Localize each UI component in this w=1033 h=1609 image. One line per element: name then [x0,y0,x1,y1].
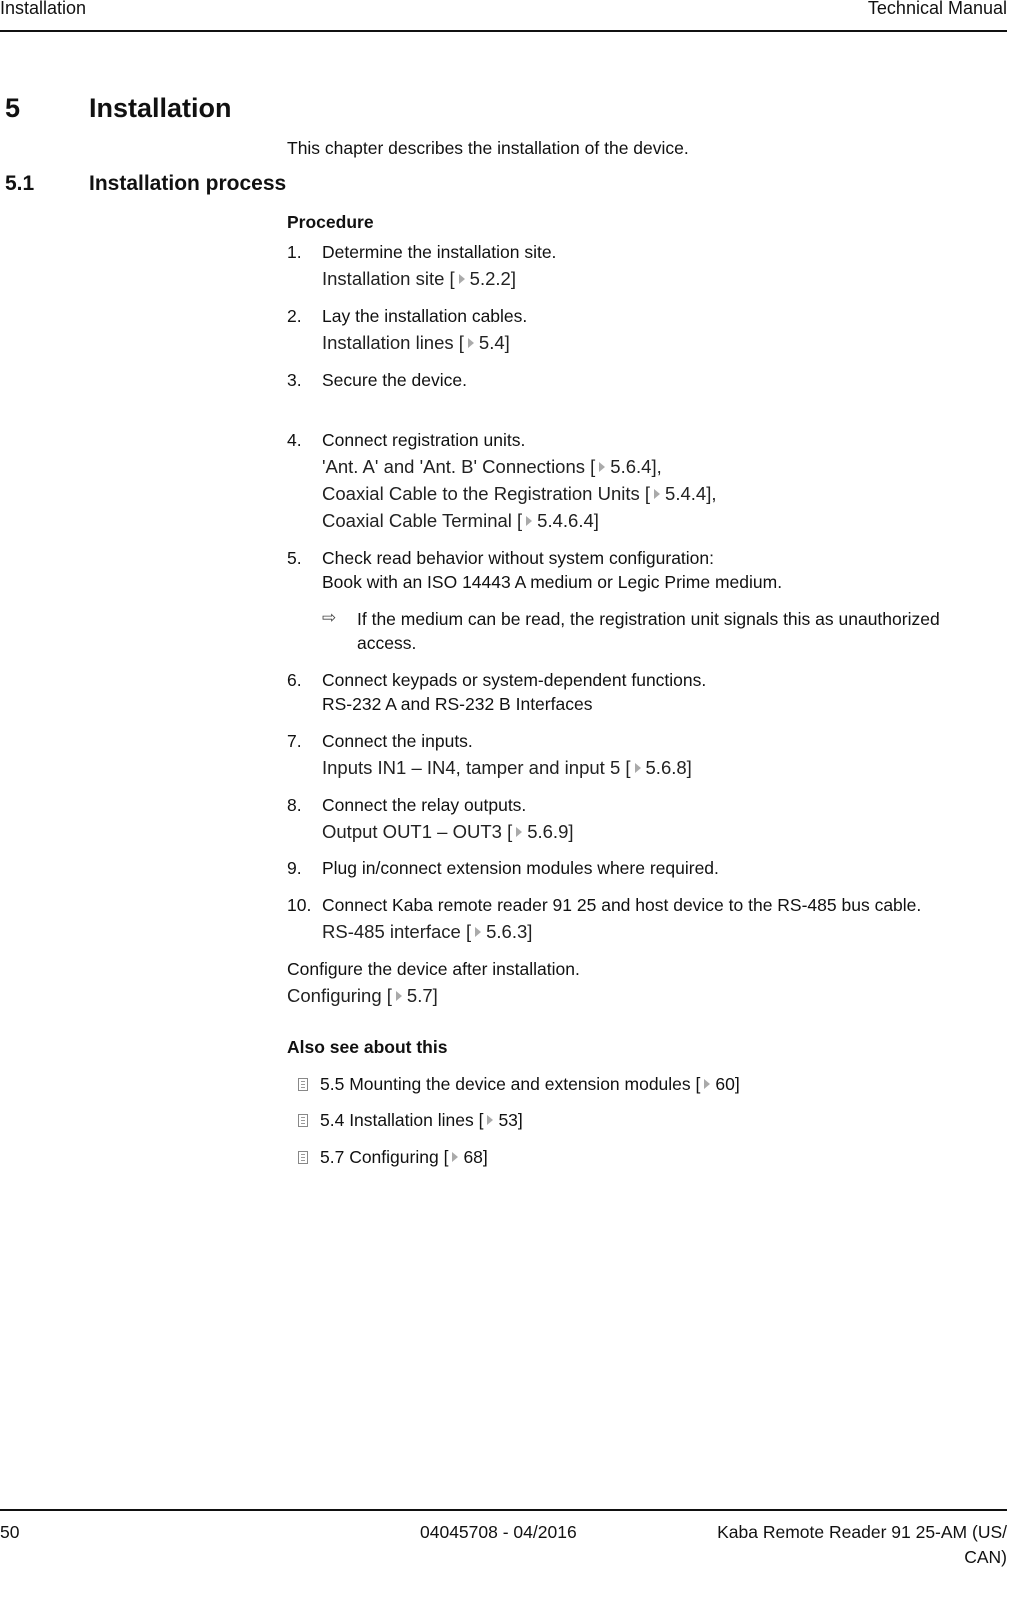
see-also-link[interactable] [298,1109,523,1131]
link-label: 5.7 Configuring [320,1147,444,1167]
cross-reference-link[interactable] [322,921,532,943]
bracket [466,921,471,942]
step-text: Check read behavior without system configuration: [322,548,715,568]
step-number: 5. [287,548,302,568]
step-text: Secure the device. [322,370,467,390]
link-label: RS-485 interface [322,921,466,942]
bracket [387,985,392,1006]
link-ref: 5.4.4 ] [665,483,711,504]
link-ref: 5.7 ] [407,985,438,1006]
step-text: Plug in/connect extension modules where required. [322,858,719,878]
link-arrow-icon [704,1079,710,1089]
link-label: Output OUT1 – OUT3 [322,821,508,842]
link-label: Configuring [287,985,387,1006]
bracket [459,332,464,353]
bracket [450,268,455,289]
link-arrow-icon [599,462,605,472]
link-arrow-icon [468,338,474,348]
page-ref: 53 ] [498,1110,522,1130]
step-number: 4. [287,430,302,450]
step-number: 2. [287,306,302,326]
step-number: 1. [287,242,302,262]
product-name-continued: CAN) [964,1547,1007,1567]
step-text: Connect the inputs. [322,731,473,751]
bracket [479,1110,484,1130]
document-icon [298,1078,308,1091]
chapter-intro: This chapter describes the installation of the device. [287,138,689,158]
link-arrow-icon [635,763,641,773]
link-suffix: , [656,456,662,477]
link-arrow-icon [396,991,402,1001]
link-ref: 5.6.4 ] [610,456,656,477]
header-manual-title: Technical Manual [867,0,1007,18]
see-also-link[interactable] [298,1073,740,1095]
link-arrow-icon [459,274,465,284]
cross-reference-link[interactable] [322,456,662,478]
cross-reference-link[interactable] [322,821,574,843]
page-number: 50 [0,1522,20,1542]
cross-reference-link[interactable] [287,985,438,1007]
step-text: Connect the relay outputs. [322,795,527,815]
link-label: Coaxial Cable to the Registration Units [322,483,645,504]
bracket [590,456,595,477]
bracket [625,757,630,778]
link-arrow-icon [452,1152,458,1162]
link-ref: 5.6.3 ] [486,921,532,942]
link-ref: 5.2.2 ] [470,268,516,289]
post-install-text: Configure the device after installation. [287,959,580,979]
step-result: If the medium can be read, the registration unit signals this as unauthorized [357,609,940,629]
link-ref: 5.4 ] [479,332,510,353]
link-suffix: , [711,483,717,504]
cross-reference-link[interactable] [322,332,510,354]
bracket [444,1147,449,1167]
result-arrow-icon: ⇨ [322,608,337,627]
bracket [507,821,512,842]
link-label: Installation lines [322,332,459,353]
step-number: 10. [287,895,312,915]
step-text: Connect keypads or system-dependent functions. [322,670,707,690]
step-text: Determine the installation site. [322,242,557,262]
bracket [696,1074,701,1094]
link-ref: 5.6.9 ] [527,821,573,842]
link-label: Inputs IN1 – IN4, tamper and input 5 [322,757,626,778]
step-text: Connect registration units. [322,430,526,450]
link-label: Coaxial Cable Terminal [322,510,518,531]
header-section-title: Installation [0,0,87,18]
link-label: 'Ant. A' and 'Ant. B' Connections [322,456,591,477]
step-number: 6. [287,670,302,690]
see-also-link[interactable] [298,1146,488,1168]
chapter-number: 5 [5,93,21,123]
see-also-title: Also see about this [287,1037,448,1057]
header-rule [0,30,1007,32]
bracket [645,483,650,504]
page-ref: 68 ] [463,1147,487,1167]
step-detail: Book with an ISO 14443 A medium or Legic Prime medium. [322,572,783,592]
step-text: Connect Kaba remote reader 91 25 and host device to the RS-485 bus cable. [322,895,922,915]
step-number: 3. [287,370,302,390]
footer-rule [0,1509,1007,1511]
page-ref: 60 ] [715,1074,739,1094]
cross-reference-link[interactable] [322,268,516,290]
step-number: 7. [287,731,302,751]
cross-reference-link[interactable] [322,757,692,779]
link-arrow-icon [526,516,532,526]
step-number: 9. [287,858,302,878]
link-label: 5.4 Installation lines [320,1110,479,1130]
link-arrow-icon [487,1115,493,1125]
cross-reference-link[interactable] [322,510,599,532]
step-number: 8. [287,795,302,815]
link-arrow-icon [516,827,522,837]
section-title: Installation process [89,172,287,195]
section-number: 5.1 [5,172,35,195]
product-name: Kaba Remote Reader 91 25-AM (US/ [717,1522,1007,1542]
link-ref: 5.4.6.4 ] [537,510,599,531]
document-id: 04045708 - 04/2016 [420,1522,577,1542]
step-detail: RS-232 A and RS-232 B Interfaces [322,694,593,714]
document-icon [298,1114,308,1127]
link-arrow-icon [654,489,660,499]
link-ref: 5.6.8 ] [646,757,692,778]
link-arrow-icon [475,927,481,937]
document-icon [298,1151,308,1164]
cross-reference-link[interactable] [322,483,716,505]
step-text: Lay the installation cables. [322,306,528,326]
step-result-continued: access. [357,633,417,653]
bracket [517,510,522,531]
procedure-label: Procedure [287,212,374,232]
chapter-title: Installation [89,93,232,123]
link-label: Installation site [322,268,450,289]
link-label: 5.5 Mounting the device and extension modules [320,1074,696,1094]
